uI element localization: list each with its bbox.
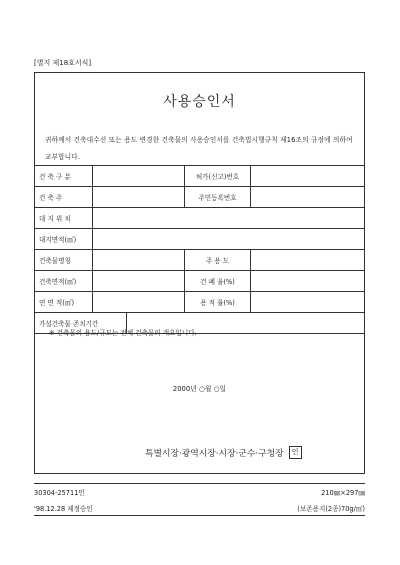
value-floor-area-ratio[interactable]	[251, 292, 364, 312]
value-main-use[interactable]	[251, 250, 364, 270]
value-permit-number[interactable]	[251, 166, 364, 186]
info-table	[35, 165, 364, 334]
label-site-area: 대지면적(㎡)	[35, 229, 93, 249]
label-floor-area-ratio: 용 적 률(%)	[185, 292, 251, 312]
value-building-type[interactable]	[93, 166, 185, 186]
table-row	[35, 250, 364, 271]
certificate-frame	[34, 72, 365, 474]
label-coverage-ratio: 건 폐 율(%)	[185, 271, 251, 291]
note-text: ※ 건축물의 용도/규모는 전체 건축물의 개요입니다.	[49, 329, 197, 337]
footer-divider-bottom	[34, 515, 365, 516]
label-permit-number: 허가(신고)번호	[185, 166, 251, 186]
issuer-title: 특별시장·광역시장·시장·군수·구청장	[145, 449, 284, 459]
label-temporary-period: 가설건축물 존치기간	[35, 313, 127, 333]
label-resident-number: 주민등록번호	[185, 187, 251, 207]
label-total-floor-area: 연 면 적(㎡)	[35, 292, 93, 312]
value-owner[interactable]	[93, 187, 185, 207]
label-building-area: 건축면적(㎡)	[35, 271, 93, 291]
table-row	[35, 292, 364, 313]
value-building-area[interactable]	[93, 271, 185, 291]
label-main-use: 주 용 도	[185, 250, 251, 270]
footer-right-bottom: (보존용지(2종)70g/㎡)	[297, 505, 365, 513]
table-row	[35, 208, 364, 229]
value-site-location[interactable]	[93, 208, 364, 228]
label-site-location: 대 지 위 치	[35, 208, 93, 228]
label-building-name: 건축물명칭	[35, 250, 93, 270]
value-resident-number[interactable]	[251, 187, 364, 207]
footer-divider-top	[34, 483, 365, 484]
value-building-name[interactable]	[93, 250, 185, 270]
intro-text: 귀하께서 건축대수선 또는 용도 변경한 건축물의 사용승인서를 건축법시행규칙 제16조의 규정에 의하여 교부합니다.	[45, 136, 353, 161]
footer-right-top: 210㎜×297㎜	[321, 489, 365, 497]
label-owner: 건 축 주	[35, 187, 93, 207]
document-title: 사용승인서	[163, 94, 236, 110]
table-row	[35, 166, 364, 187]
label-building-type: 건 축 구 분	[35, 166, 93, 186]
table-row	[35, 187, 364, 208]
seal-mark: 인	[289, 446, 302, 459]
table-row	[35, 229, 364, 250]
form-number-label: [별지 제18호서식]	[34, 59, 92, 67]
table-row	[35, 271, 364, 292]
value-total-floor-area[interactable]	[93, 292, 185, 312]
value-site-area[interactable]	[93, 229, 364, 249]
issue-date: 2000년 ○월 ○일	[172, 385, 227, 393]
issuer-line	[145, 446, 302, 459]
footer-left-bottom: '98.12.28 제정승인	[34, 505, 93, 513]
value-coverage-ratio[interactable]	[251, 271, 364, 291]
footer-left-top: 30304-25711민	[34, 489, 85, 497]
